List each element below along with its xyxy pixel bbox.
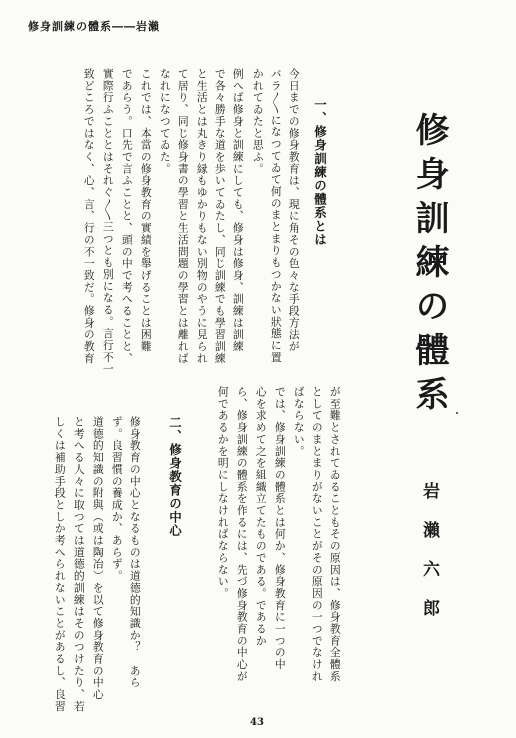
- body-column: と考へる人々に取つては道德的訓練はそのつけたり、若: [72, 416, 86, 713]
- body-column: しくは補助手段としか考へられないことがあるし、良習: [53, 416, 67, 713]
- body-column: 修身教育の中心となるものは道德的知識か？ あら: [128, 416, 142, 689]
- section-heading-1: 一、修身訓練の體系とは: [312, 98, 328, 247]
- body-column: 例へば修身と訓練にしても、修身は修身、訓練は訓練: [231, 68, 245, 353]
- section-heading-2: 二、修身教育の中心: [167, 416, 183, 538]
- body-column: で各々勝手な道を歩いてゐたし、同じ訓練でも學習訓練: [213, 68, 227, 365]
- title-dot: [456, 412, 458, 414]
- body-column: ら、修身訓練の體系を作るには、先づ修身教育の中心が: [235, 386, 249, 683]
- body-column: としてのまとまりがないことがその原因の一つでなけれ: [310, 386, 324, 683]
- body-column: であらう。口先で言ふことと、頭の中で考へることと、: [120, 68, 134, 365]
- body-column: これでは、本當の修身教育の實績を舉げることは困難: [139, 68, 153, 353]
- author-name: 岩瀨六郎: [419, 482, 439, 638]
- body-column: かれてゐたと思ふ。: [251, 68, 265, 175]
- running-header: 修身訓練の體系――岩瀨: [28, 20, 160, 33]
- body-column: バラ〳〵になつてゐて何のまとまりもつかない狀態に置: [269, 68, 283, 364]
- body-column: が至難とされてゐることもその原因は、修身教育全體系: [328, 386, 342, 683]
- body-column: と生活とは丸きり縁もゆかりもない別物のやうに見られ: [195, 68, 209, 365]
- body-column: ず。良習慣の養成か、あらず。: [110, 416, 124, 582]
- body-column: では、修身訓練の體系とは何か、修身教育に一つの中: [273, 386, 287, 671]
- body-column: 今日までの修身教育は、現に角その色々な手段方法が: [287, 68, 301, 353]
- body-column: ばならない。: [292, 386, 306, 458]
- body-column: 實際行ふこととはそれぐ〳〵三つとも別になる。言行不一: [101, 68, 115, 376]
- body-column: なれになつてゐた。: [158, 68, 172, 175]
- body-column: 心を求めて之を組織立てたものである。であるか: [254, 386, 268, 647]
- body-column: て居り、同じ修身書の學習と生活問題の學習とは離れば: [176, 68, 190, 365]
- body-column: 何であるかを明にしなければならない。: [216, 386, 230, 600]
- page-number: 43: [250, 717, 264, 728]
- article-title: 修身訓練の體系: [409, 112, 449, 420]
- body-column: 道德的知識の附與（或は陶冶）を以て修身教育の中心: [91, 416, 105, 701]
- body-column: 致どころではなく、心、言、行の不一致だ。修身の教育: [82, 68, 96, 365]
